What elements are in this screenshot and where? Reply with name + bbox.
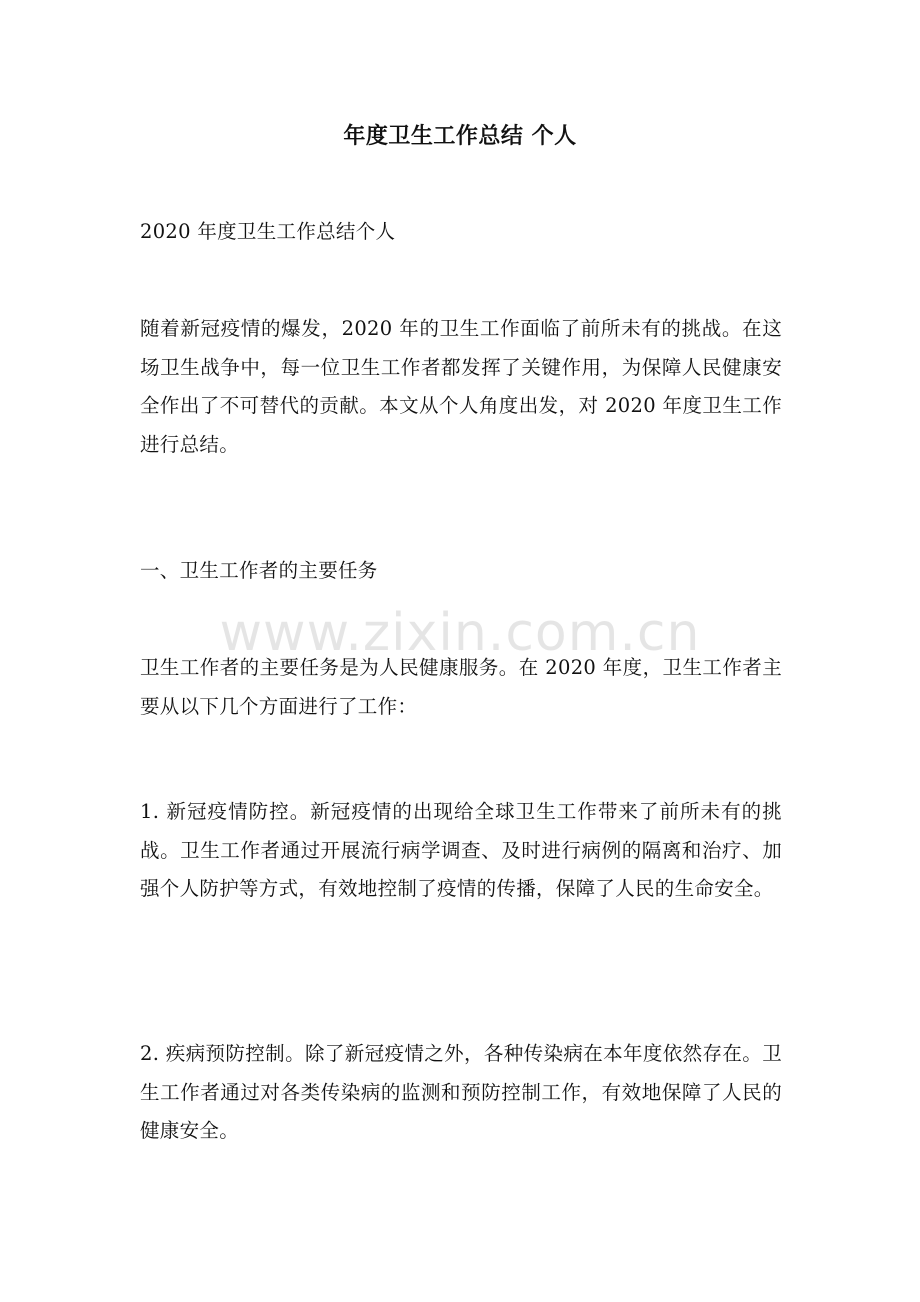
intro-paragraph: 随着新冠疫情的爆发，2020 年的卫生工作面临了前所未有的挑战。在这场卫生战争中，每一位卫生工作者都发挥了关键作用，为保障人民健康安全作出了不可替代的贡献。本文从个人角度出发，对 2020 年度卫生工作进行总结。 [140,317,782,456]
section-heading: 一、卫生工作者的主要任务 [140,559,378,582]
document-subtitle: 2020 年度卫生工作总结个人 [140,220,396,243]
watermark: www.zixin.com.cn [219,603,701,663]
document-title: 年度卫生工作总结 个人 [343,124,577,149]
list-item-1: 1. 新冠疫情防控。新冠疫情的出现给全球卫生工作带来了前所未有的挑战。卫生工作者通过开展流行病学调查、及时进行病例的隔离和治疗、加强个人防护等方式，有效地控制了疫情的传播，保障了人民的生命安全。 [140,800,782,900]
list-item-2: 2. 疾病预防控制。除了新冠疫情之外，各种传染病在本年度依然存在。卫生工作者通过对各类传染病的监测和预防控制工作，有效地保障了人民的健康安全。 [140,1042,782,1142]
section-paragraph: 卫生工作者的主要任务是为人民健康服务。在 2020 年度，卫生工作者主要从以下几个方面进行了工作： [140,656,782,718]
